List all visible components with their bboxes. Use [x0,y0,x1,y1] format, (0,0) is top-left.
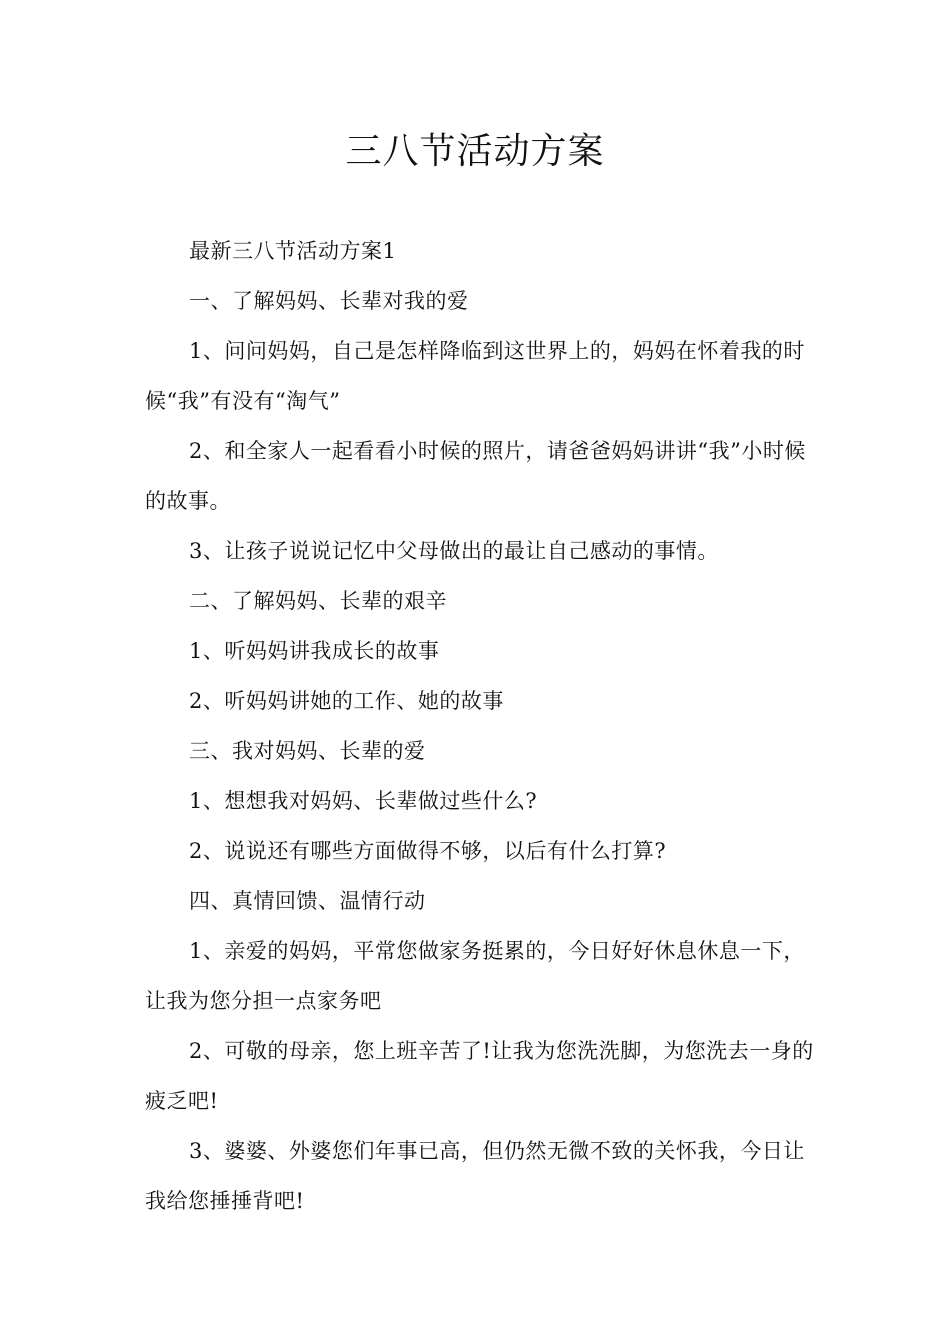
list-item: 3、让孩子说说记忆中父母做出的最让自己感动的事情。 [189,539,719,563]
plan-heading: 最新三八节活动方案1 [189,239,397,263]
section-heading-4: 四、真情回馈、温情行动 [189,889,426,913]
list-item: 3、婆婆、外婆您们年事已高，但仍然无微不致的关怀我，今日让我给您捶捶背吧! [145,1139,805,1213]
list-item: 2、说说还有哪些方面做得不够，以后有什么打算? [189,839,667,863]
section-heading-1: 一、了解妈妈、长辈对我的爱 [189,289,469,313]
list-item: 2、和全家人一起看看小时候的照片，请爸爸妈妈讲讲“我”小时候的故事。 [145,439,806,513]
list-item: 2、可敬的母亲，您上班辛苦了!让我为您洗洗脚，为您洗去一身的疲乏吧! [145,1039,814,1113]
list-item: 1、想想我对妈妈、长辈做过些什么? [189,789,538,813]
section-heading-2: 二、了解妈妈、长辈的艰辛 [189,589,447,613]
document-body [145,226,815,1226]
list-item: 2、听妈妈讲她的工作、她的故事 [189,689,504,713]
section-heading-3: 三、我对妈妈、长辈的爱 [189,739,426,763]
list-item: 1、问问妈妈，自己是怎样降临到这世界上的，妈妈在怀着我的时候“我”有没有“淘气” [145,339,805,413]
list-item: 1、听妈妈讲我成长的故事 [189,639,440,663]
document-title: 三八节活动方案 [345,131,605,172]
list-item: 1、亲爱的妈妈，平常您做家务挺累的，今日好好休息休息一下，让我为您分担一点家务吧 [145,939,805,1013]
